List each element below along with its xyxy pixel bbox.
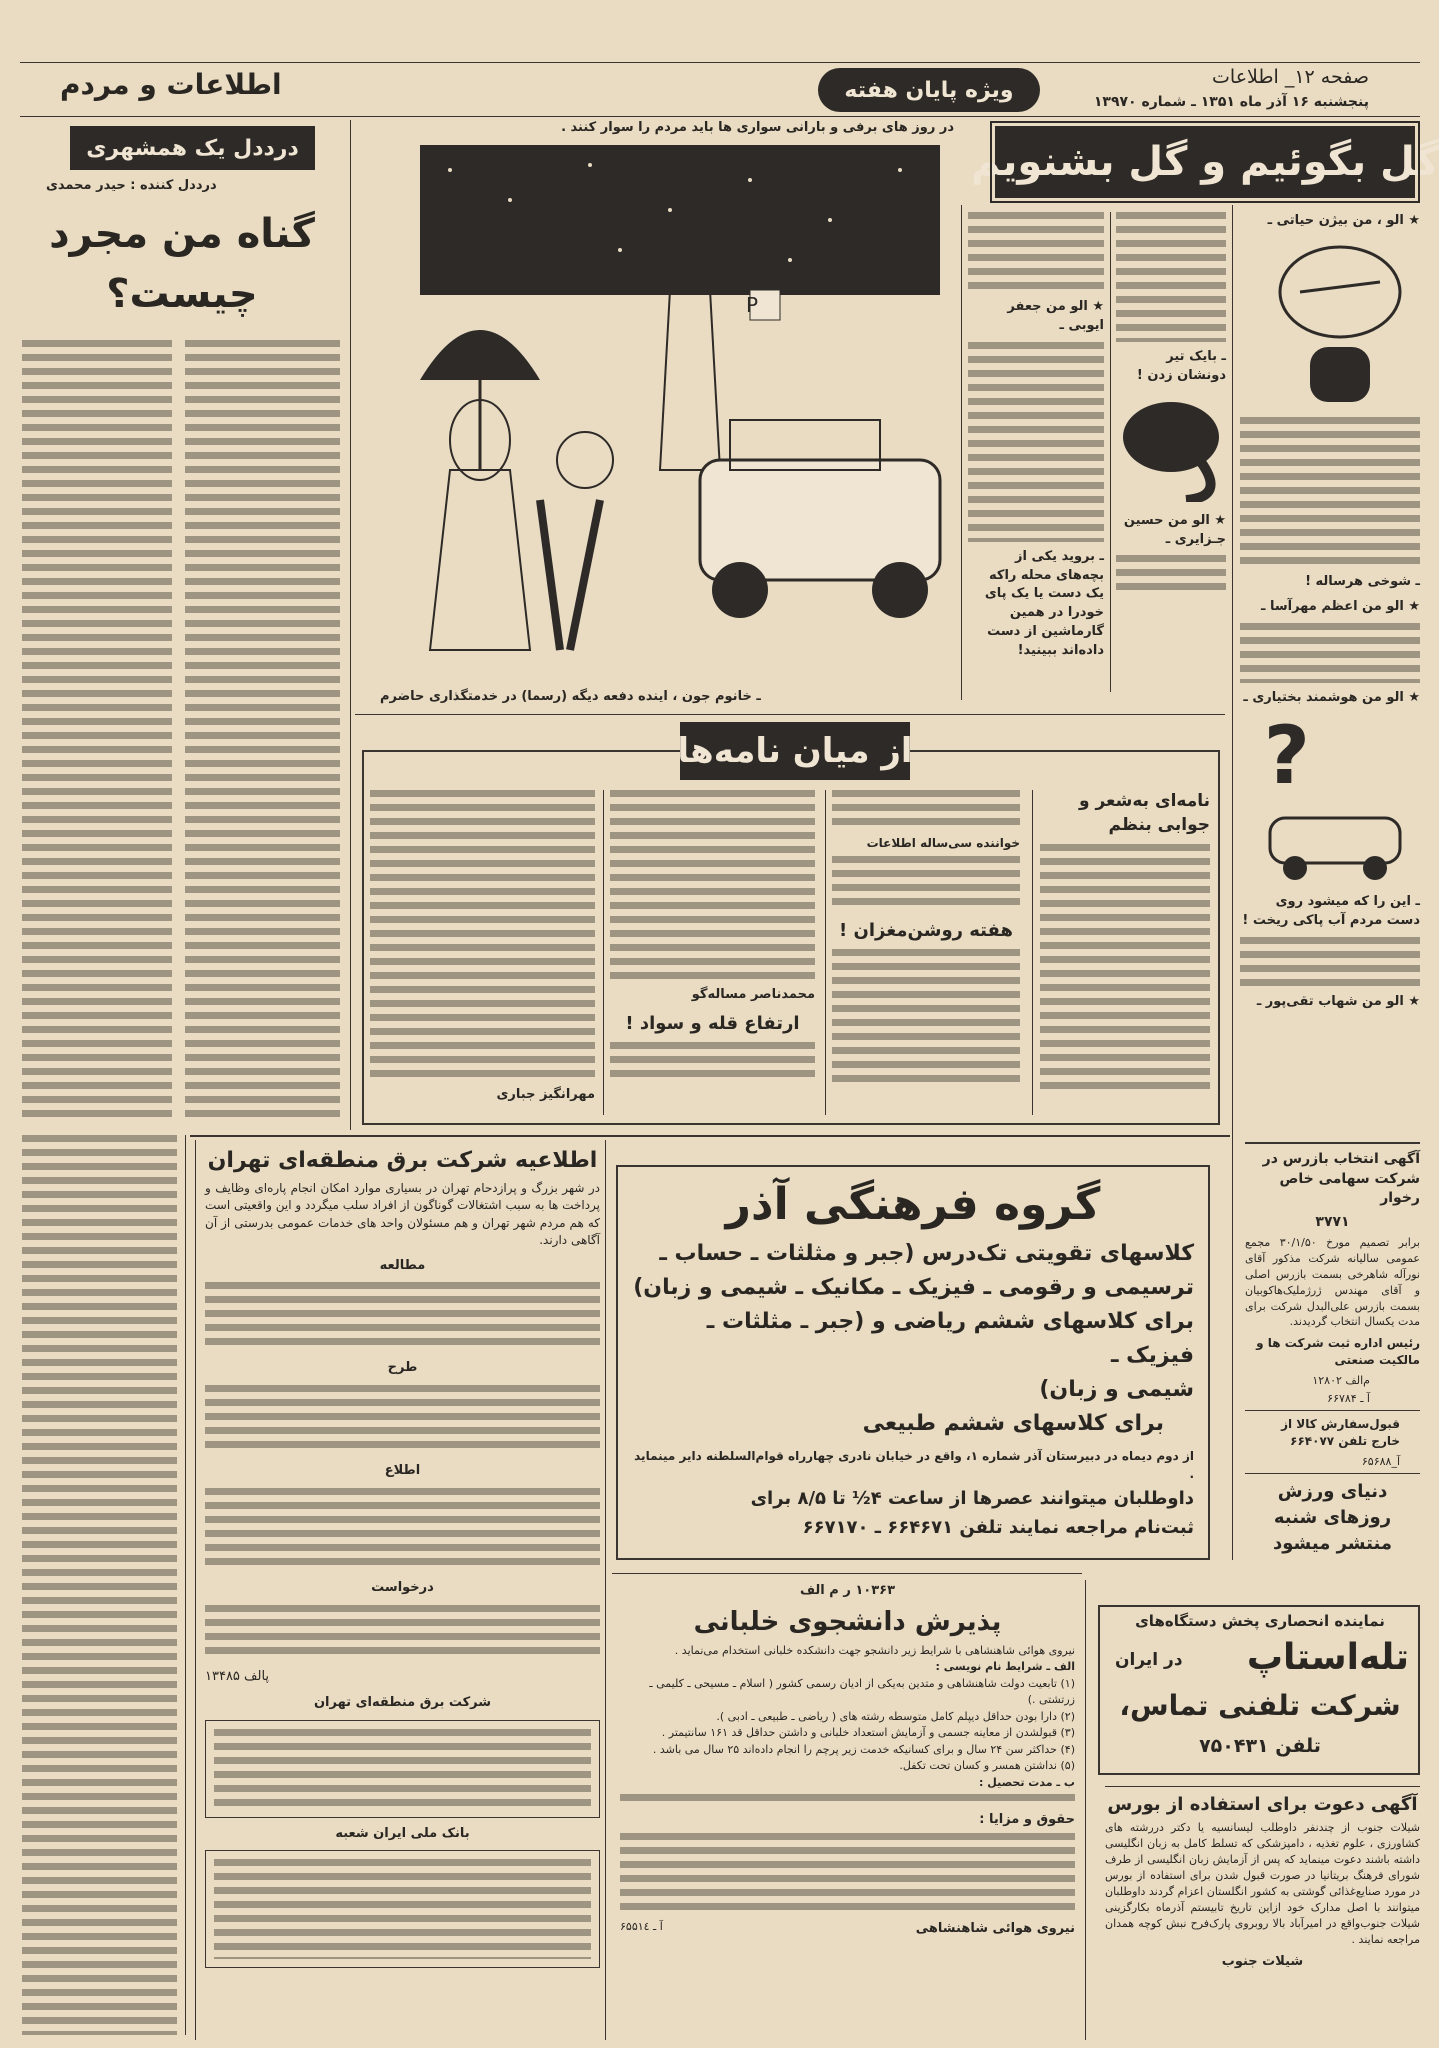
gol-item-text xyxy=(1240,937,1420,987)
letter-text xyxy=(832,856,1020,912)
gol-item-heading: ـ بروید یکی از بچه‌های محله راکه یک دست یا یک پای خودرا در همین گارماشین از دست داده‌اند ببینید! xyxy=(984,548,1104,658)
teleastap-phone: تلفن ۷۵۰۴۳۱ xyxy=(1199,1735,1321,1757)
bank-signature: بانک ملی ایران شعبه xyxy=(335,1825,470,1841)
section-rule xyxy=(612,1573,1082,1574)
fish-bone-icon xyxy=(1250,237,1420,407)
barq-form-fields xyxy=(214,1729,591,1809)
section-rule xyxy=(1245,1142,1420,1144)
cartoon-top-caption: در روز های برفی و بارانی سواری ها باید مردم را سوار کنند . xyxy=(561,120,954,135)
bank-form-fields xyxy=(214,1859,591,1959)
peak-heading: ارتفاع قله و سواد ! xyxy=(625,1012,800,1034)
article-body-text xyxy=(22,340,172,1120)
pilot-section: ب ـ مدت تحصیل : xyxy=(979,1775,1075,1789)
title-line-1: گناه من مجرد xyxy=(49,211,315,257)
teleastap-in-iran: در ایران xyxy=(1115,1650,1183,1670)
section-rule xyxy=(1245,1410,1420,1411)
pilot-title: پذیرش دانشجوی خلبانی xyxy=(693,1606,1002,1637)
barq-section-heading: درخواست xyxy=(371,1580,434,1596)
barq-intro: در شهر بزرگ و پرازدحام تهران در بسیاری موارد امکان انجام پاره‌ای وظایف و پرداخت ها به سبب اشتغالات گوناگون از افراد سلب میگردد و این واقعیتی است که هم مردم شهر تهران و هم مسئولان واحد های خدمات عمومی بدرستی از آن آگاهی دارند. xyxy=(205,1181,600,1248)
gol-column-title: گل بگوئیم و گل بشنویم xyxy=(995,126,1415,198)
letter-signature: محمدناصر مساله‌گو xyxy=(691,987,815,1002)
gol-column-b xyxy=(1116,212,1226,595)
letter-text xyxy=(832,790,1020,830)
inspector-body: برابر تصمیم مورخ ۳۰/۱/۵۰ مجمع عمومی سالیانه شرکت مذکور آقای نورآله شاهرخی بسمت بازرس اصلی و آقای مهندس ژرژملیک‌هاکوبیان بسمت بازرس علی‌البدل شرکت برای مدت یکسال انتخاب گردیدند. xyxy=(1245,1235,1420,1329)
pilot-ref: ۱۰۳۶۳ ر م الف xyxy=(799,1583,896,1598)
article-title xyxy=(22,204,342,324)
column-divider xyxy=(605,1140,606,2040)
gol-item-text xyxy=(1116,212,1226,342)
gol-item-heading: ـ این را که میشود روی دست مردم آب پاکی ریخت ! xyxy=(1242,894,1420,929)
question-car-cartoon xyxy=(1240,713,1420,887)
article-body-text xyxy=(185,340,340,1120)
column-divider xyxy=(1232,205,1233,1560)
question-mark-icon xyxy=(1250,713,1420,883)
cartoon-illustration xyxy=(370,140,955,685)
azar-ad-box xyxy=(616,1165,1210,1560)
inspector-ref: م‌الف ۱۲۸۰۲ xyxy=(1312,1374,1370,1387)
gol-item-heading: ★ الو من شهاب تقی‌پور ـ xyxy=(1256,994,1420,1010)
letter-text xyxy=(610,790,815,980)
author-line: درددل کننده : حیدر محمدی xyxy=(46,178,217,193)
letter-text xyxy=(1040,844,1210,1094)
order-ad: قبول‌سفارش کالا از خارج تلفن ۶۶۴۰۷۷ xyxy=(1281,1417,1400,1448)
bank-form xyxy=(205,1850,600,1968)
gol-item-heading: ★ الو من هوشمند بختیاری ـ xyxy=(1243,689,1420,705)
inspector-ref: آ ـ ۶۶۷۸۴ xyxy=(1327,1392,1370,1405)
pilot-condition: (۵) نداشتن همسر و کسان تحت تکفل. xyxy=(899,1759,1075,1773)
section-rule xyxy=(1105,1786,1420,1787)
pilot-text xyxy=(620,1794,1075,1808)
azar-line: برای کلاسهای ششم ریاضی و (جبر ـ مثلثات ـ فیزیک ـ xyxy=(706,1309,1194,1368)
bourse-ad xyxy=(1105,1794,1420,1971)
gol-item-text xyxy=(1240,417,1420,567)
section-rule xyxy=(355,714,1225,715)
pilot-body xyxy=(620,1643,1075,1792)
cat-icon xyxy=(1116,392,1226,502)
pilot-condition: (۴) حداکثر سن ۲۴ سال و برای کسانیکه خدمت زیر پرچم را انجام داده‌اند ۲۵ سال می باشد . xyxy=(652,1742,1075,1756)
barq-section-heading: اطلاع xyxy=(384,1463,421,1479)
section-name: اطلاعات و مردم xyxy=(60,68,282,101)
column-divider xyxy=(185,1135,186,2035)
azar-courses xyxy=(632,1237,1194,1441)
pilot-condition: (۱) تابعیت دولت شاهنشاهی و متدین به‌یکی از ادیان رسمی کشور ( اسلام ـ مسیحی ـ کلیمی ـ زرتشتی .) xyxy=(649,1676,1075,1707)
column-divider xyxy=(1110,212,1111,692)
gol-item-text xyxy=(1240,623,1420,683)
title-line-2: چیست؟ xyxy=(106,271,258,317)
gol-item-heading: ـ شوخی هرساله ! xyxy=(1305,573,1420,589)
barq-text xyxy=(205,1385,600,1455)
barq-title: اطلاعیه شرکت برق منطقه‌ای تهران xyxy=(207,1148,598,1173)
svg-text:?: ? xyxy=(1263,713,1310,803)
bourse-signature: شیلات جنوب xyxy=(1221,1953,1304,1969)
pilot-footer-ref: آ ـ ۶۵۵۱٤ xyxy=(620,1920,663,1934)
cartoon-drawing xyxy=(370,140,955,685)
order-ref: آ_۶۵۶۸۸ xyxy=(1361,1454,1400,1468)
barq-notice xyxy=(205,1148,600,1968)
weekend-badge: ویژه پایان هفته xyxy=(818,68,1040,112)
bourse-body: شیلات جنوب از چندنفر داوطلب لیسانسیه یا دکتر دررشته های کشاورزی ، علوم تغذیه ، دامپزشکی که تسلط کامل به زبان انگلیسی داشته باشند دعوت مینماید که پس از آزمایش زبان انگلیسی از طرف شورای فرهنگ بریتانیا در صورت قبول شدن برای استفاده از بورس در مورد صنایع‌غذائی گوشتی به کشور انگلستان اعزام گردند داوطلبان میتوانند با اصل مدارک خود ازاین تاریخ تابیستم آذرماه بکارگزینی شیلات جنوب‌واقع در امیرآباد بالا روبروی پارک‌فرح نبش کوچه همدان مراجعه نمایند . xyxy=(1105,1821,1420,1946)
letter-text xyxy=(610,1042,815,1084)
article-body-text xyxy=(22,1135,177,2035)
column-kicker: درددل یک همشهری xyxy=(70,126,315,170)
pilot-signature: نیروی هوائی شاهنشاهی xyxy=(915,1921,1075,1937)
letter-text xyxy=(832,949,1020,1089)
column-divider xyxy=(195,1140,196,2040)
column-divider xyxy=(825,790,826,1115)
inspector-sign: رئیس اداره ثبت شرکت ها و مالکیت صنعتی xyxy=(1256,1336,1420,1368)
gol-item-heading: ★ الو من اعظم مهرآسا ـ xyxy=(1261,598,1420,614)
date-line: پنجشنبه ۱۶ آذر ماه ۱۳۵۱ ـ شماره ۱۳۹۷۰ xyxy=(1093,94,1369,110)
gol-item-heading: ★ الو ، من بیژن حیاتی ـ xyxy=(1267,213,1420,228)
barq-form xyxy=(205,1720,600,1818)
gol-item-text xyxy=(968,342,1104,542)
cat-cartoon xyxy=(1116,392,1226,506)
teleastap-company: شرکت تلفنی تماس، xyxy=(1119,1689,1401,1722)
teleastap-brand: تله‌استاپ xyxy=(1246,1637,1409,1678)
bourse-title: آگهی دعوت برای استفاده از بورس xyxy=(1107,1794,1418,1815)
barq-section-heading: مطالعه xyxy=(379,1257,426,1273)
gol-item-heading: ★ الو من حسین جـزایری ـ xyxy=(1123,512,1226,547)
barq-ref: پالف ۱۳۴۸۵ xyxy=(205,1668,270,1684)
column-divider xyxy=(350,120,351,1130)
gol-column-c xyxy=(968,212,1104,661)
letters-column-2 xyxy=(832,790,1020,1089)
column-divider xyxy=(961,205,962,700)
letters-column-4 xyxy=(370,790,595,1105)
azar-line: ترسیمی و رقومی ـ فیزیک ـ مکانیک ـ شیمی و زبان) xyxy=(633,1275,1194,1300)
gol-item-heading: ★ الو من جعفر ایوبی ـ xyxy=(1007,299,1104,333)
fish-cartoon xyxy=(1240,237,1420,411)
column-divider xyxy=(603,790,604,1115)
pilot-condition: (۲) دارا بودن حداقل دیپلم کامل متوسطه رشته های ( ریاضی ـ طبیعی ـ ادبی ). xyxy=(716,1709,1075,1723)
letter-text xyxy=(370,790,595,1080)
pilot-text xyxy=(620,1833,1075,1917)
cartoon-bottom-caption: ـ خانوم جون ، اینده دفعه دیگه (رسما) در خدمتگذاری حاضرم xyxy=(380,689,761,704)
inspector-title: آگهی انتخاب بازرس در شرکت سهامی خاص رخوار xyxy=(1262,1151,1420,1207)
azar-address: از دوم دیماه در دبیرستان آذر شماره ۱، واقع در خیابان نادری چهارراه قوام‌السلطنه دایر مینماید . xyxy=(634,1449,1194,1481)
week-heading: هفته روشن‌مغزان ! xyxy=(839,920,1013,941)
section-rule xyxy=(1245,1473,1420,1474)
azar-line: کلاسهای تقویتی تک‌درس (جبر و مثلثات ـ حساب ـ xyxy=(659,1241,1194,1266)
masthead-rule xyxy=(20,116,1420,117)
page-label: صفحه ۱۲_ اطلاعات xyxy=(1212,66,1369,88)
svg-text:P: P xyxy=(745,293,758,317)
gol-column-a xyxy=(1240,212,1420,1012)
pilot-section: حقوق و مزایا : xyxy=(979,1812,1075,1828)
barq-text xyxy=(205,1282,600,1352)
gol-item-text xyxy=(1116,555,1226,595)
column-divider xyxy=(1032,790,1033,1115)
column-divider xyxy=(1085,1580,1086,2040)
reader-label: خواننده سی‌ساله اطلاعات xyxy=(866,836,1020,850)
poem-heading: نامه‌ای به‌شعر و جوابی بنظم xyxy=(1079,791,1210,835)
azar-line: شیمی و زبان) xyxy=(1039,1377,1194,1402)
azar-phones: ثبت‌نام مراجعه نمایند تلفن ۶۶۴۶۷۱ ـ ۶۶۷۱۷۰ xyxy=(802,1517,1194,1538)
pilot-condition: (۳) قبولشدن از معاینه جسمی و آزمایش استعداد خلبانی و داشتن حداقل قد ۱۶۱ سانتیمتر . xyxy=(661,1726,1075,1740)
right-notices xyxy=(1245,1150,1420,1557)
azar-line: برای کلاسهای ششم طبیعی xyxy=(862,1411,1164,1436)
pilot-ad xyxy=(620,1582,1075,1939)
letters-title: از میان نامه‌ها xyxy=(680,722,910,780)
teleastap-line1: نماینده انحصاری پخش دستگاه‌های xyxy=(1135,1612,1385,1630)
sports-notice: دنیای ورزش روزهای شنبه منتشر میشود xyxy=(1273,1480,1392,1554)
barq-section-heading: طرح xyxy=(387,1360,418,1376)
azar-hours: داوطلبان میتوانند عصرها از ساعت ۴½ تا ۸/۵ برای xyxy=(750,1488,1194,1509)
barq-text xyxy=(205,1605,600,1661)
inspector-number: ۳۷۷۱ xyxy=(1315,1213,1350,1230)
letter-signature: مهرانگیز جباری xyxy=(496,1087,595,1102)
letters-column-1 xyxy=(1040,790,1210,1094)
gol-item-heading: ـ بایک تیر دونشان زدن ! xyxy=(1136,349,1226,383)
section-rule xyxy=(190,1135,1230,1137)
top-rule xyxy=(20,62,1420,63)
gol-item-text xyxy=(968,212,1104,292)
barq-signature: شرکت برق منطقه‌ای تهران xyxy=(313,1694,492,1710)
pilot-intro: نیروی هوائی شاهنشاهی با شرایط زیر دانشجو جهت دانشکده خلبانی استخدام می‌نماید . xyxy=(674,1643,1075,1657)
pilot-footer xyxy=(620,1920,1075,1939)
barq-text xyxy=(205,1488,600,1572)
letters-column-3 xyxy=(610,790,815,1084)
azar-title: گروه فرهنگی آذر xyxy=(725,1179,1101,1230)
pilot-section: الف ـ شرایط نام نویسی : xyxy=(935,1660,1075,1674)
